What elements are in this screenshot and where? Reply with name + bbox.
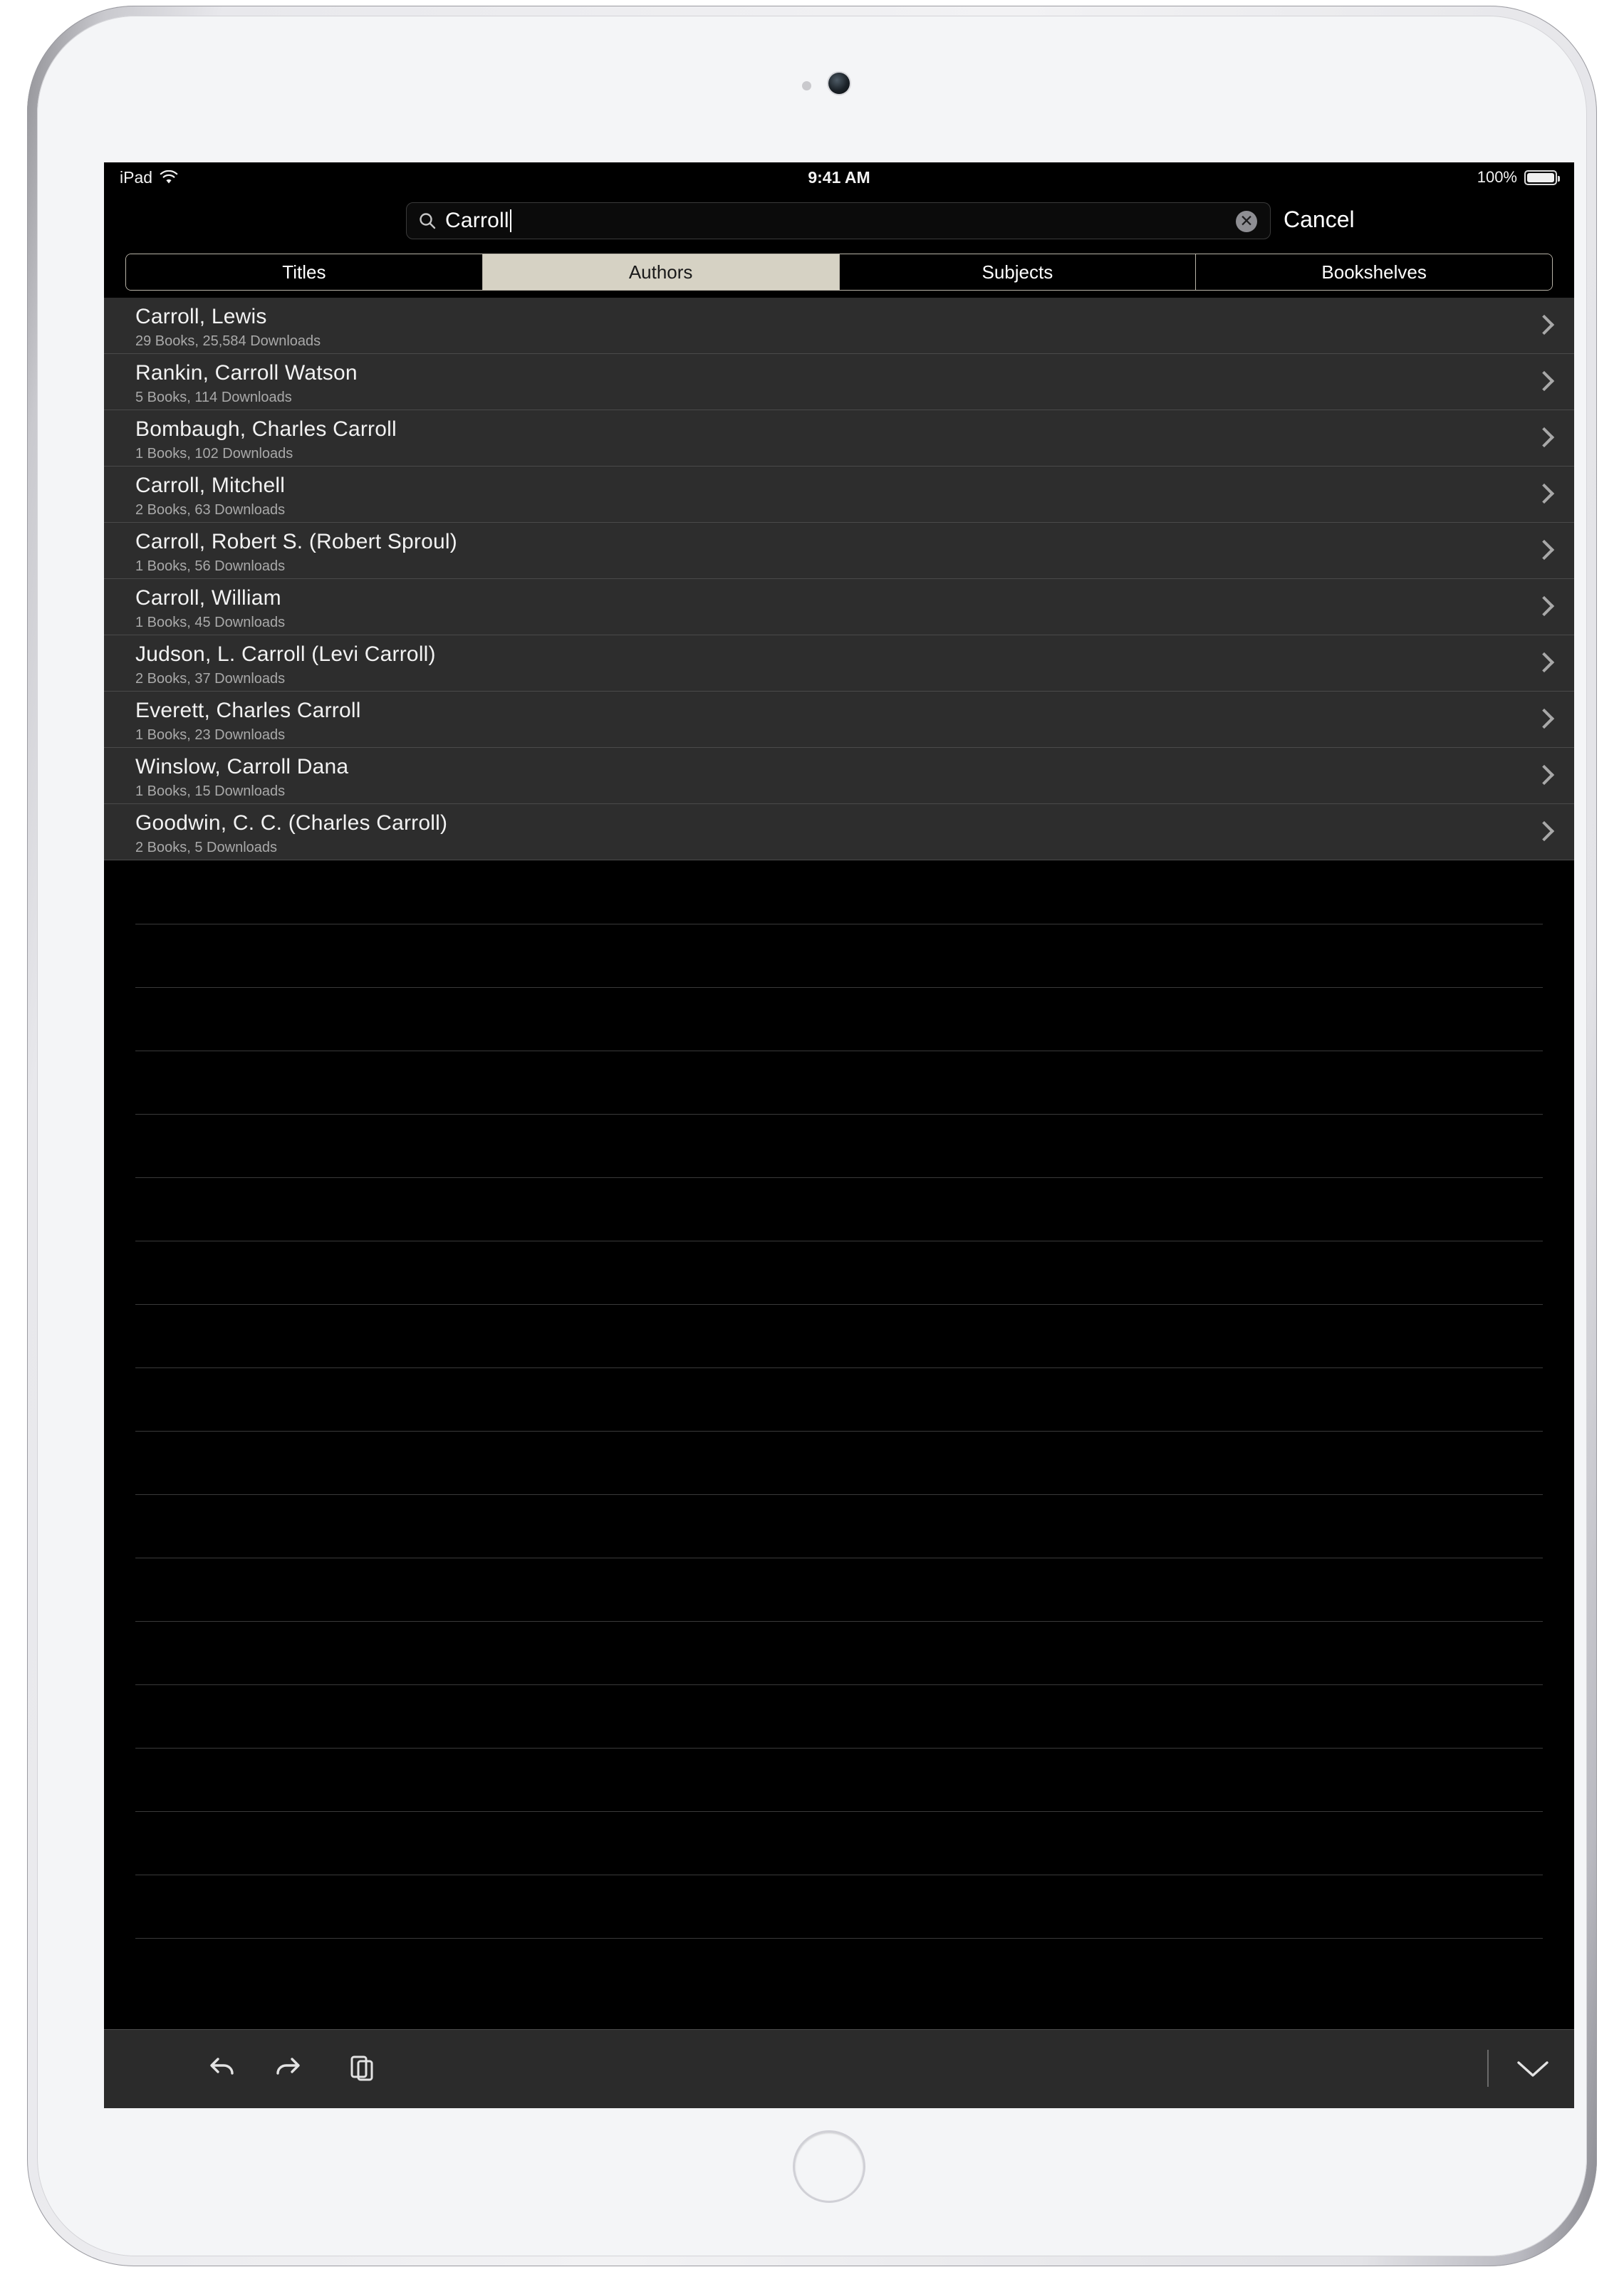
chevron-right-icon bbox=[1537, 540, 1548, 561]
tab-authors[interactable]: Authors bbox=[483, 254, 840, 290]
status-bar-right bbox=[1477, 162, 1557, 192]
status-bar-clock: 9:41 AM bbox=[808, 168, 870, 187]
author-meta: 5 Books, 114 Downloads bbox=[135, 390, 292, 405]
author-meta: 1 Books, 102 Downloads bbox=[135, 446, 293, 462]
ipad-device-frame bbox=[27, 6, 1597, 2266]
keyboard-toolbar bbox=[104, 2029, 1574, 2108]
search-results-list bbox=[104, 298, 1574, 860]
tab-bookshelves[interactable]: Bookshelves bbox=[1196, 254, 1552, 290]
device-screen bbox=[104, 162, 1574, 2108]
table-row[interactable] bbox=[104, 748, 1574, 804]
author-name: Carroll, Mitchell bbox=[135, 474, 286, 497]
chevron-right-icon bbox=[1537, 821, 1548, 843]
table-row[interactable] bbox=[104, 635, 1574, 692]
tab-subjects[interactable]: Subjects bbox=[840, 254, 1197, 290]
author-name: Winslow, Carroll Dana bbox=[135, 755, 349, 778]
author-name: Bombaugh, Charles Carroll bbox=[135, 417, 397, 441]
table-row[interactable] bbox=[104, 692, 1574, 748]
clear-search-icon[interactable]: ✕ bbox=[1236, 211, 1257, 232]
author-meta: 2 Books, 5 Downloads bbox=[135, 840, 278, 855]
table-row[interactable] bbox=[104, 354, 1574, 410]
chevron-right-icon bbox=[1537, 765, 1548, 786]
undo-icon[interactable] bbox=[202, 2051, 236, 2085]
scope-segmented-control[interactable] bbox=[125, 254, 1553, 291]
table-row[interactable] bbox=[104, 804, 1574, 860]
empty-rows-area bbox=[104, 860, 1574, 1997]
ambient-sensor-icon bbox=[802, 81, 811, 90]
tab-titles[interactable]: Titles bbox=[126, 254, 483, 290]
author-meta: 1 Books, 15 Downloads bbox=[135, 783, 286, 799]
chevron-right-icon bbox=[1537, 315, 1548, 336]
redo-icon[interactable] bbox=[274, 2051, 308, 2085]
status-bar bbox=[104, 162, 1574, 192]
table-row[interactable] bbox=[104, 298, 1574, 354]
chevron-right-icon bbox=[1537, 484, 1548, 505]
chevron-right-icon bbox=[1537, 371, 1548, 392]
author-name: Judson, L. Carroll (Levi Carroll) bbox=[135, 642, 436, 666]
author-name: Everett, Charles Carroll bbox=[135, 699, 361, 722]
front-camera-icon bbox=[828, 73, 850, 94]
battery-fill bbox=[1527, 173, 1554, 182]
search-input[interactable] bbox=[406, 202, 1271, 239]
table-row[interactable] bbox=[104, 467, 1574, 523]
home-button[interactable] bbox=[793, 2130, 865, 2203]
author-name: Carroll, Robert S. (Robert Sproul) bbox=[135, 530, 457, 553]
author-name: Rankin, Carroll Watson bbox=[135, 361, 358, 385]
author-meta: 1 Books, 23 Downloads bbox=[135, 727, 286, 743]
author-meta: 2 Books, 37 Downloads bbox=[135, 671, 286, 687]
author-name: Carroll, William bbox=[135, 586, 281, 610]
battery-icon bbox=[1524, 170, 1557, 185]
chevron-down-icon[interactable] bbox=[1513, 2054, 1553, 2083]
cancel-button[interactable]: Cancel bbox=[1284, 207, 1355, 232]
toolbar-divider bbox=[1487, 2050, 1489, 2087]
author-name: Carroll, Lewis bbox=[135, 305, 267, 328]
table-row[interactable] bbox=[104, 410, 1574, 467]
table-row[interactable] bbox=[104, 579, 1574, 635]
search-icon bbox=[418, 212, 437, 230]
author-name: Goodwin, C. C. (Charles Carroll) bbox=[135, 811, 448, 835]
search-bar bbox=[104, 192, 1574, 248]
search-input-value: Carroll bbox=[445, 209, 509, 232]
device-name-label: iPad bbox=[120, 168, 153, 187]
text-caret bbox=[510, 209, 511, 232]
author-meta: 2 Books, 63 Downloads bbox=[135, 502, 286, 518]
chevron-right-icon bbox=[1537, 709, 1548, 730]
chevron-right-icon bbox=[1537, 652, 1548, 674]
author-meta: 1 Books, 56 Downloads bbox=[135, 558, 286, 574]
chevron-right-icon bbox=[1537, 427, 1548, 449]
battery-percent-label: 100% bbox=[1477, 168, 1517, 186]
chevron-right-icon bbox=[1537, 596, 1548, 617]
copy-icon[interactable] bbox=[345, 2051, 379, 2085]
author-meta: 1 Books, 45 Downloads bbox=[135, 615, 286, 630]
author-meta: 29 Books, 25,584 Downloads bbox=[135, 333, 321, 349]
table-row[interactable] bbox=[104, 523, 1574, 579]
